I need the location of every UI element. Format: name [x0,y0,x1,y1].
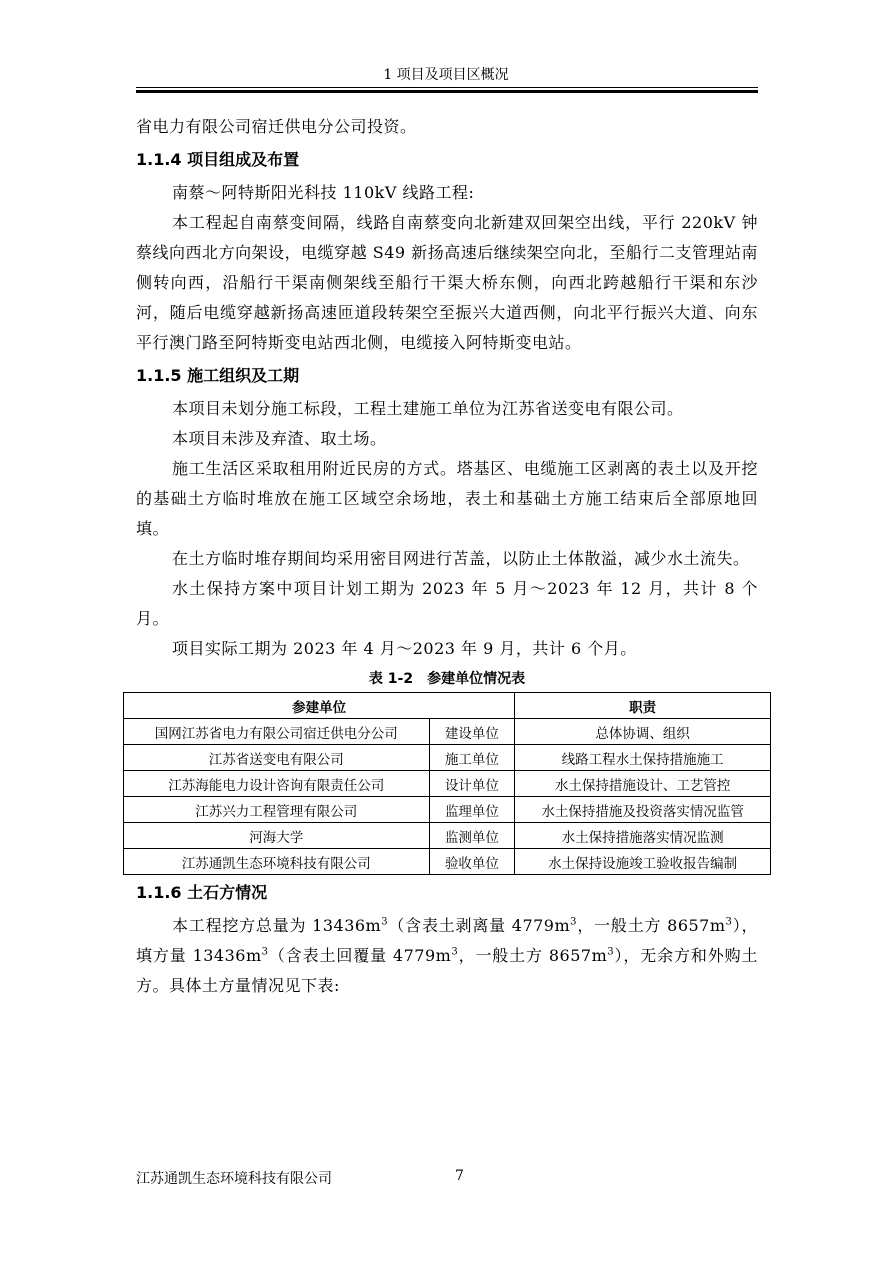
table-cell: 河海大学 [124,823,430,849]
paragraph: 在土方临时堆存期间均采用密目网进行苫盖，以防止土体散溢，减少水土流失。 [172,549,750,568]
paragraph-intro-tail: 省电力有限公司宿迁供电分公司投资。 [136,117,417,136]
paragraph-earthwork [136,911,758,1001]
text-run: ），无余方和外购土方。具体土方量情况见下表: [136,946,758,995]
section-heading-1-1-4: 1.1.4 项目组成及布置 [136,150,300,169]
table-cell: 设计单位 [429,771,515,797]
table-cell: 建设单位 [429,719,515,745]
superscript: 3 [451,946,459,958]
superscript: 3 [725,916,733,928]
table-cell: 水土保持措施及投资落实情况监管 [515,797,771,823]
table-cell: 水土保持措施落实情况监测 [515,823,771,849]
table-cell: 国网江苏省电力有限公司宿迁供电分公司 [124,719,430,745]
table-row [124,719,771,745]
text-run: ，一般土方 8657m [577,916,726,935]
header-rule-thick [136,90,758,93]
table-cell: 水土保持设施竣工验收报告编制 [515,849,771,875]
paragraph: 本项目未划分施工标段，工程土建施工单位为江苏省送变电有限公司。 [172,399,684,418]
text-run: （含表土剥离量 4779m [388,916,571,935]
superscript: 3 [381,916,389,928]
table-cell: 江苏海能电力设计咨询有限责任公司 [124,771,430,797]
text-run: ，一般土方 8657m [458,946,608,965]
paragraph: 南蔡～阿特斯阳光科技 110kV 线路工程: [172,183,475,202]
table-cell: 施工单位 [429,745,515,771]
superscript: 3 [261,946,269,958]
table-caption: 表 1-2 参建单位情况表 [368,671,526,687]
participating-units-table [123,692,771,875]
table-cell: 线路工程水土保持措施施工 [515,745,771,771]
running-header: 1 项目及项目区概况 [383,67,509,83]
table-row [124,745,771,771]
page-content [136,112,758,1001]
table-header-row [124,693,771,719]
text-run: （含表土回覆量 4779m [268,946,452,965]
table-cell: 江苏省送变电有限公司 [124,745,430,771]
paragraph: 项目实际工期为 2023 年 4 月～2023 年 9 月，共计 6 个月。 [172,639,637,658]
header-rule-thin [136,87,758,88]
table-cell: 监测单位 [429,823,515,849]
table-row [124,797,771,823]
text-run: ），填方量 13436m [136,916,758,965]
text-run: 本工程挖方总量为 13436m [172,916,382,935]
table-cell: 江苏通凯生态环境科技有限公司 [124,849,430,875]
section-heading-1-1-6: 1.1.6 土石方情况 [136,883,268,902]
footer-company: 江苏通凯生态环境科技有限公司 [136,1171,332,1187]
superscript: 3 [570,916,578,928]
paragraph: 本工程起自南蔡变间隔，线路自南蔡变向北新建双回架空出线，平行 220kV 钟蔡线向西北方向架设，电缆穿越 S49 新扬高速后继续架空向北，至船行二支管理站南侧转向西，沿船行干渠南侧架线至船行干渠大桥东侧，向西北跨越船行干渠和东沙河，随后电缆穿越新扬高速匝道段转架空至振兴大道西侧，向北平行振兴大道、向东平行澳门路至阿特斯变电站西北侧，电缆接入阿特斯变电站。 [136,213,758,352]
paragraph: 施工生活区采取租用附近民房的方式。塔基区、电缆施工区剥离的表土以及开挖的基础土方临时堆放在施工区域空余场地，表土和基础土方施工结束后全部原地回填。 [136,459,758,538]
table-cell: 验收单位 [429,849,515,875]
paragraph: 水土保持方案中项目计划工期为 2023 年 5 月～2023 年 12 月，共计 8 个月。 [136,579,758,628]
table-header-cell: 职责 [515,693,771,719]
table-row [124,849,771,875]
table-row [124,771,771,797]
table-cell: 总体协调、组织 [515,719,771,745]
table-cell: 江苏兴力工程管理有限公司 [124,797,430,823]
paragraph: 本项目未涉及弃渣、取土场。 [172,429,387,448]
page-number: 7 [455,1168,464,1184]
table-row [124,823,771,849]
table-header-cell: 参建单位 [124,693,515,719]
section-heading-1-1-5: 1.1.5 施工组织及工期 [136,366,300,385]
superscript: 3 [607,946,615,958]
table-cell: 水土保持措施设计、工艺管控 [515,771,771,797]
table-cell: 监理单位 [429,797,515,823]
